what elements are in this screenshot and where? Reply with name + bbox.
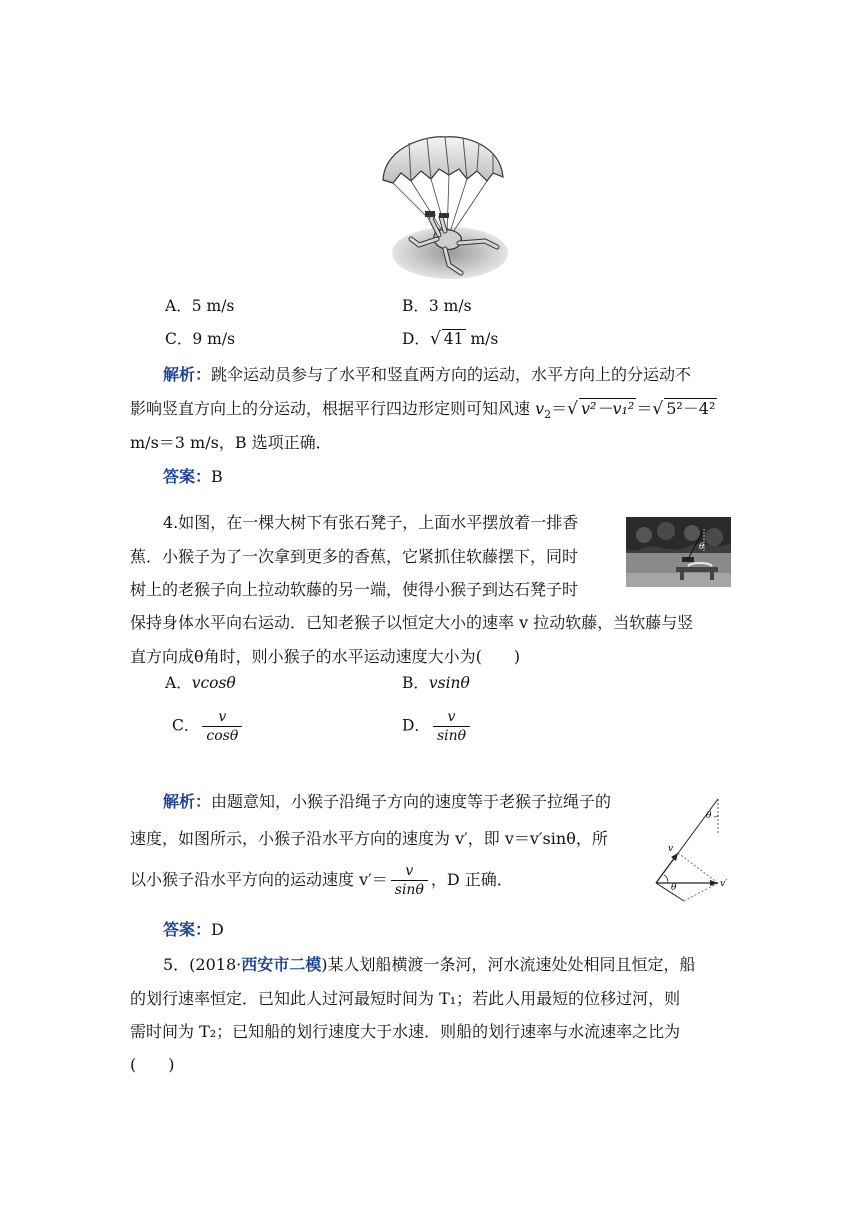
option-letter: D． [402,330,430,348]
variable-v: v [535,399,545,418]
q3-option-d[interactable] [402,328,498,350]
analysis-label: 解析： [163,365,212,384]
q4-line3: 树上的老猴子向上拉动软藤的另一端，使得小猴子到达石凳子时 [130,580,579,599]
fraction-numerator: v [218,709,227,725]
q3-analysis-line1 [163,364,691,386]
option-text: vsinθ [428,674,470,692]
q3-option-b[interactable] [402,295,472,317]
q5-line3: 需时间为 T₂；已知船的划行速度大于水速．则船的划行速率与水流速率之比为 [130,1022,681,1041]
diagram-theta-bottom: θ [671,883,677,893]
q4-line5: 直方向成θ角时，则小猴子的水平运动速度大小为( ) [130,647,521,666]
q3-analysis-line3: m/s＝3 m/s，B 选项正确． [130,433,332,452]
option-fraction [433,708,470,745]
analysis-text: 影响竖直方向上的分运动，根据平行四边形定则可知风速 [130,399,536,418]
analysis-fraction [391,862,428,899]
fraction-denominator: cosθ [202,726,242,745]
analysis-label: 解析： [163,792,212,811]
parachutist-figure [375,135,510,280]
option-letter: C． [165,330,193,348]
diagram-vprime-label: v′ [720,879,728,889]
q4-option-d[interactable] [402,708,473,745]
question-text: )某人划船横渡一条河，河水流速处处相同且恒定，船 [321,955,696,974]
q4-line1: 4.如图，在一棵大树下有张石凳子，上面水平摆放着一排香 [163,513,579,532]
velocity-diagram [650,795,740,905]
option-fraction [202,708,242,745]
option-radicand: 41 [443,330,464,348]
radicand-2: 5²－4² [666,399,716,418]
q4-answer [163,919,224,941]
fraction-denominator: sinθ [433,726,470,745]
analysis-text: 跳伞运动员参与了水平和竖直两方向的运动，水平方向上的分运动不 [211,365,692,384]
q5-line2: 的划行速率恒定．已知此人过河最短时间为 T₁；若此人用最短的位移过河，则 [130,989,681,1008]
option-letter: B． [402,674,429,692]
q4-analysis-line3 [130,862,513,899]
q4-option-a[interactable] [165,672,236,694]
answer-label: 答案： [163,920,212,939]
q3-option-a[interactable] [165,295,234,317]
option-text: 9 m/s [192,330,236,348]
option-letter: D． [402,716,430,735]
photo-theta-label: θ [699,542,704,551]
fraction-numerator: v [447,709,456,725]
answer-label: 答案： [163,467,212,486]
analysis-text: 以小猴子沿水平方向的运动速度 v′＝ [130,870,388,889]
option-letter: B． [402,297,429,315]
question-source: 西安市二模 [241,955,322,974]
monkey-photo [626,517,731,587]
q5-line1 [163,954,696,976]
analysis-text: 由题意知，小猴子沿绳子方向的速度等于老猴子拉绳子的 [211,792,612,811]
q4-line2: 蕉．小猴子为了一次拿到更多的香蕉，它紧抓住软藤摆下，同时 [130,547,579,566]
equals-sign: ＝ [551,399,568,418]
q5-line4: ( ) [130,1055,175,1074]
subscript: 2 [544,408,552,422]
fraction-numerator: v [405,863,414,879]
q4-analysis-line1 [163,791,611,813]
question-number: 5．(2018· [163,955,242,974]
option-text: vcosθ [191,674,236,692]
option-unit: m/s [465,330,499,348]
option-letter: C． [172,716,200,735]
q4-analysis-line2: 速度，如图所示，小猴子沿水平方向的速度为 v′，即 v＝v′sinθ，所 [130,829,608,848]
q4-option-c[interactable] [172,708,245,745]
option-letter: A． [165,297,192,315]
radicand-1: v²－v₁² [581,399,635,418]
analysis-text: ，D 正确． [430,870,513,889]
sqrt-sign: √ [429,329,441,349]
equals-sign: ＝ [636,399,653,418]
q3-analysis-line2 [130,398,717,426]
answer-value: B [211,467,223,486]
q4-line4: 保持身体水平向右运动．已知老猴子以恒定大小的速率 v 拉动软藤，当软藤与竖 [130,613,694,632]
q3-answer [163,466,223,488]
answer-value: D [211,920,224,939]
option-text: 3 m/s [428,297,472,315]
q4-option-b[interactable] [402,672,470,694]
option-letter: A． [165,674,192,692]
fraction-denominator: sinθ [391,880,428,899]
option-text: 5 m/s [191,297,235,315]
q3-option-c[interactable] [165,328,235,350]
sqrt-sign: √ [567,399,578,419]
diagram-theta-top: θ [706,811,712,821]
diagram-v-label: v [668,844,674,854]
sqrt-sign: √ [652,399,664,419]
